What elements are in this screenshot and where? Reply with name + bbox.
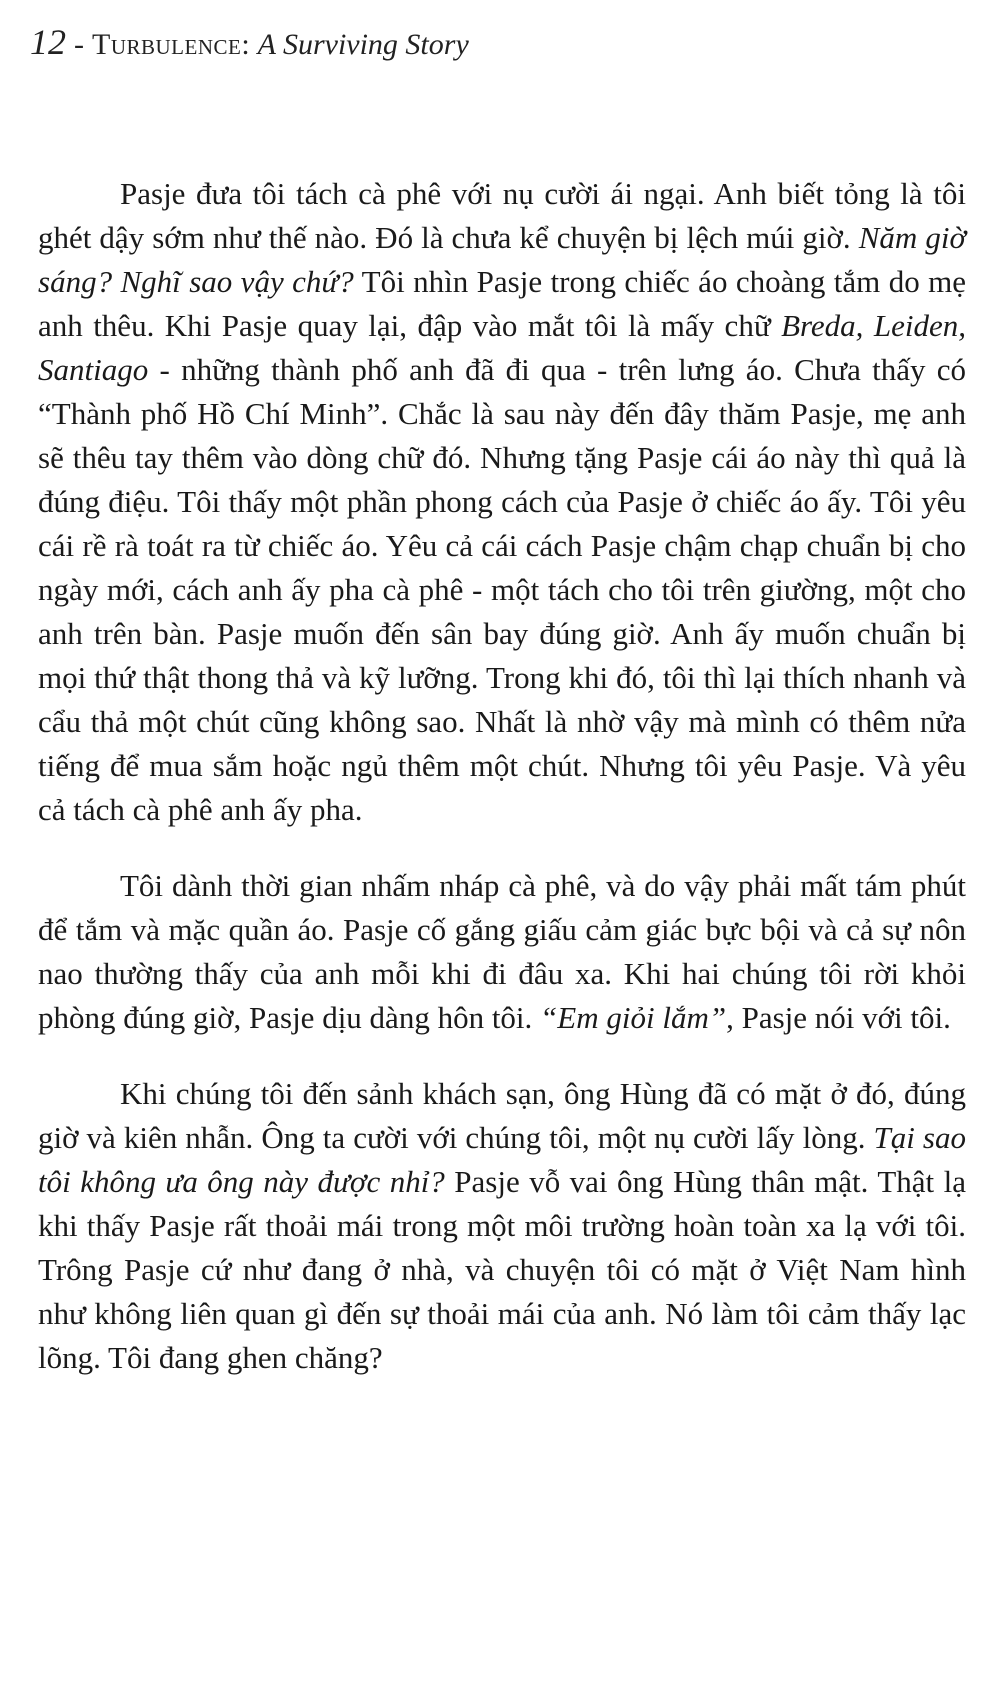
running-header [30,22,469,65]
text-segment: , Pasje nói với tôi. [726,1000,951,1035]
italic-segment: Năm giờ sáng? Nghĩ sao vậy chứ? [38,220,966,299]
page-number: 12 [30,22,66,62]
text-segment: Khi chúng tôi đến sảnh khách sạn, ông Hùng đã có mặt ở đó, đúng giờ và kiên nhẫn. Ông ta cười với chúng tôi, một nụ cười lấy lòng. [38,1076,966,1155]
paragraph-3 [38,1072,966,1380]
book-title: Turbulence: [92,28,251,61]
text-segment: Pasje vỗ vai ông Hùng thân mật. Thật lạ khi thấy Pasje rất thoải mái trong một môi trường hoàn toàn xa lạ với tôi. Trông Pasje cứ như đang ở nhà, và chuyện tôi có mặt ở Việt Nam hình như không liên quan gì đến sự thoải mái của anh. Nó làm tôi cảm thấy lạc lõng. Tôi đang ghen chăng? [38,1164,966,1375]
italic-segment: Breda, Leiden, Santiago [38,308,966,387]
paragraph-2 [38,864,966,1040]
text-segment: Tôi nhìn Pasje trong chiếc áo choàng tắm do mẹ anh thêu. Khi Pasje quay lại, đập vào mắt tôi là mấy chữ [38,264,967,343]
header-separator: - [74,28,84,61]
text-segment: - những thành phố anh đã đi qua - trên lưng áo. Chưa thấy có “Thành phố Hồ Chí Minh”. Chắc là sau này đến đây thăm Pasje, mẹ anh sẽ thêu tay thêm vào dòng chữ đó. Nhưng tặng Pasje cái áo này thì quả là đúng điệu. Tôi thấy một phần phong cách của Pasje ở chiếc áo ấy. Tôi yêu cái rề rà toát ra từ chiếc áo. Yêu cả cái cách Pasje chậm chạp chuẩn bị cho ngày mới, cách anh ấy pha cà phê - một tách cho tôi trên giường, một cho anh trên bàn. Pasje muốn đến sân bay đúng giờ. Anh ấy muốn chuẩn bị mọi thứ thật thong thả và kỹ lưỡng. Trong khi đó, tôi thì lại thích nhanh và cẩu thả một chút cũng không sao. Nhất là nhờ vậy mà mình có thêm nửa tiếng để mua sắm hoặc ngủ thêm một chút. Nhưng tôi yêu Pasje. Và yêu cả tách cà phê anh ấy pha. [38,352,966,827]
paragraph-1 [38,172,966,832]
book-subtitle: A Surviving Story [257,28,469,61]
page-body [38,172,966,1412]
italic-segment: Tại sao tôi không ưa ông này được nhỉ? [38,1120,967,1199]
italic-segment: “Em giỏi lắm” [540,1000,727,1035]
text-segment: Tôi dành thời gian nhấm nháp cà phê, và do vậy phải mất tám phút để tắm và mặc quần áo. Pasje cố gắng giấu cảm giác bực bội và cả sự nôn nao thường thấy của anh mỗi khi đi đâu xa. Khi hai chúng tôi rời khỏi phòng đúng giờ, Pasje dịu dàng hôn tôi. [38,868,966,1035]
text-segment: Pasje đưa tôi tách cà phê với nụ cười ái ngại. Anh biết tỏng là tôi ghét dậy sớm như thế nào. Đó là chưa kể chuyện bị lệch múi giờ. [38,176,966,255]
